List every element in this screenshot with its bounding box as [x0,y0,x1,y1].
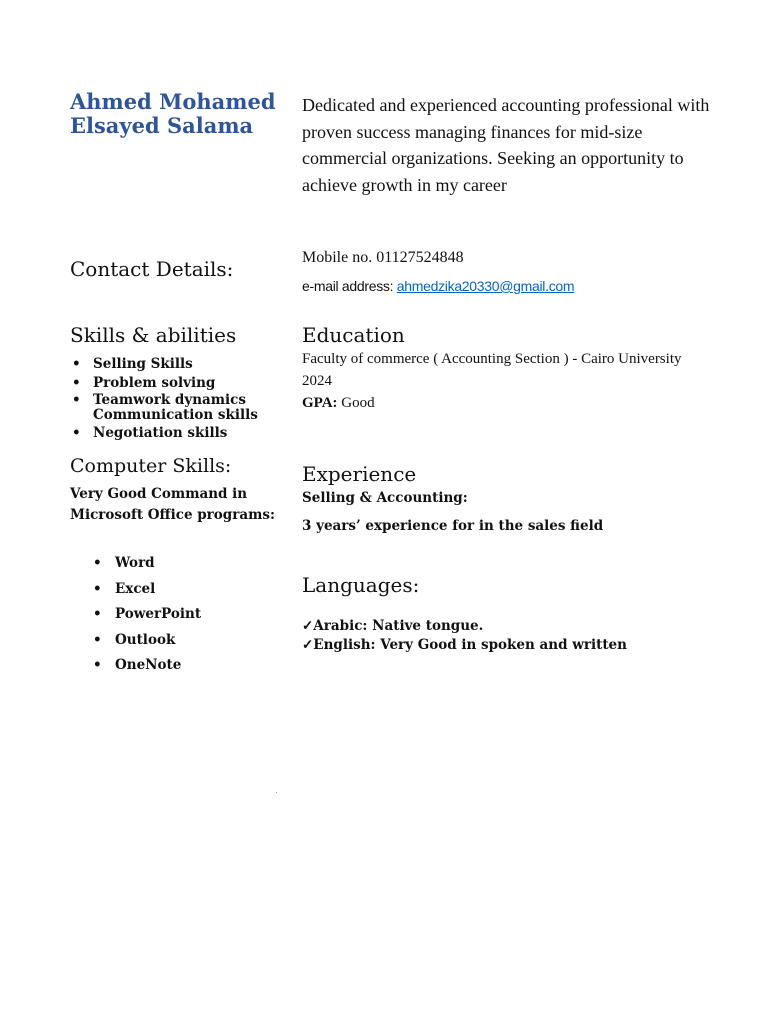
applicant-name [70,90,295,138]
email-link[interactable]: ahmedzika20330@gmail.com [396,278,575,294]
language-english: ✓English: Very Good in spoken and written [302,637,627,653]
list-item: • Teamwork dynamics Communication skills [70,393,290,423]
languages-heading: Languages: [302,573,420,597]
stray-dot [276,792,277,793]
experience-heading: Experience [302,462,417,486]
mobile-number: Mobile no. 01127524848 [302,249,464,266]
profile-summary: Dedicated and experienced accounting professional with proven success managing finances for mid-size commercial organizations. Seeking an opportunity to achieve growth in my career [302,95,710,195]
education-institution: Faculty of commerce ( Accounting Section ) - Cairo University [302,351,682,367]
list-item: • PowerPoint [93,602,201,628]
list-item: • Outlook [93,628,201,654]
language-arabic: ✓Arabic: Native tongue. [302,618,484,634]
skills-heading: Skills & abilities [70,323,237,347]
skills-list [70,356,290,443]
name-line-1: Ahmed Mohamed [70,89,276,114]
list-item: • Negotiation skills [70,425,290,442]
experience-title: Selling & Accounting: [302,490,468,506]
education-year: 2024 [302,373,332,389]
computer-skills-heading: Computer Skills: [70,455,232,477]
gpa-value: Good [337,395,375,411]
education-gpa [302,395,722,412]
computer-skills-intro: Very Good Command in Microsoft Office programs: [70,486,275,523]
contact-heading: Contact Details: [70,257,234,281]
list-item: • Excel [93,577,201,603]
name-line-2: Elsayed Salama [70,113,254,138]
list-item: • Selling Skills [70,356,290,373]
programs-list [93,551,201,679]
education-heading: Education [302,323,405,347]
email-line [302,278,574,294]
list-item: • Problem solving [70,375,290,392]
experience-detail: 3 years’ experience for in the sales field [302,518,604,534]
email-label: e-mail address: [302,278,397,294]
list-item: • OneNote [93,653,201,679]
list-item: • Word [93,551,201,577]
gpa-label: GPA: [302,395,338,411]
